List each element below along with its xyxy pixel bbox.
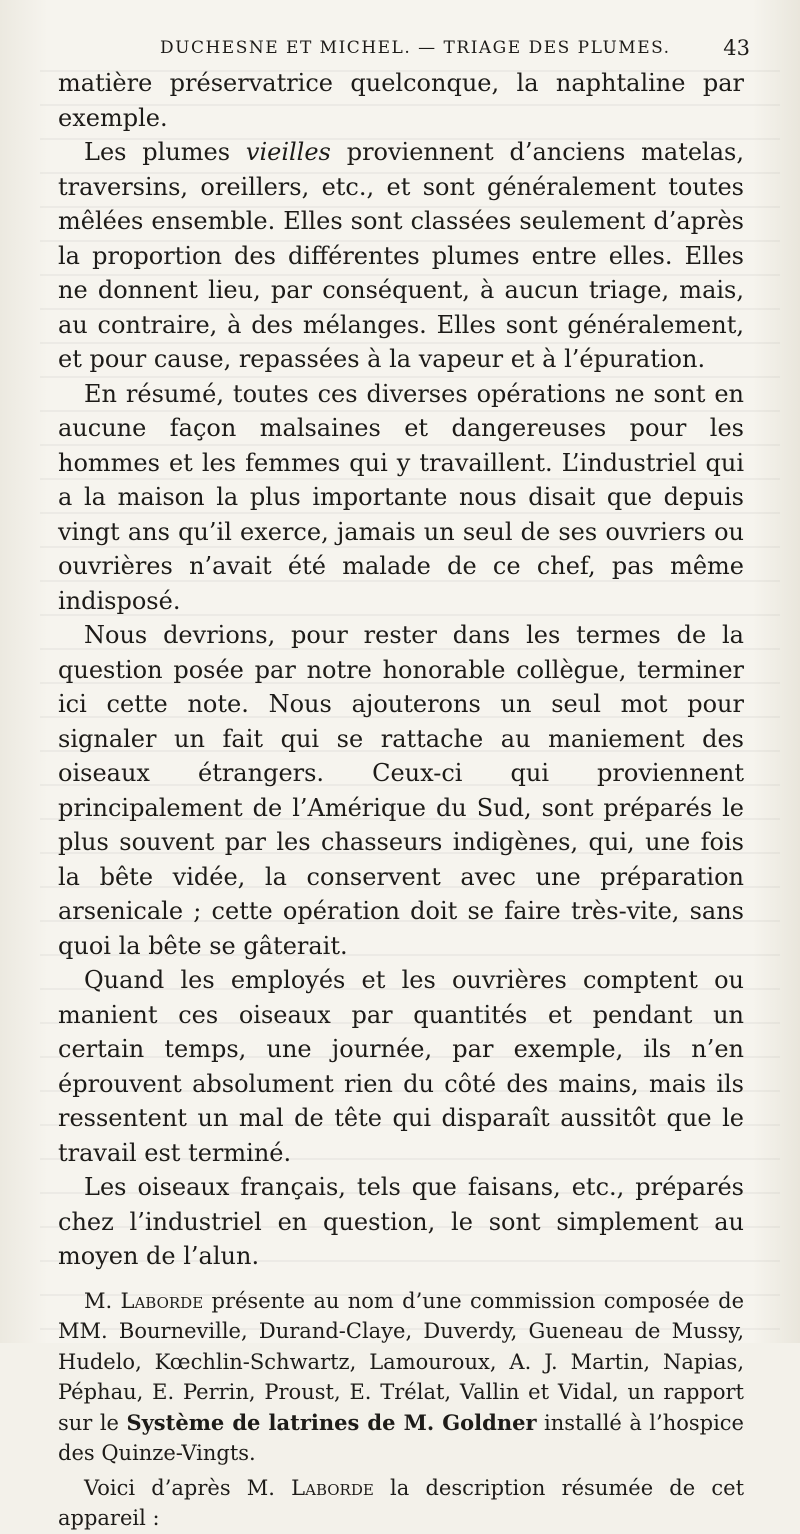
paragraph-employees: Quand les employés et les ouvrières comptent ou manient ces oiseaux par quantités et pendant un certain temps, une journée, par exemple, ils n’en éprouvent absolument rien du côté des mains, mais ils ressentent un mal de tête qui disparaît aussitôt que le travail est terminé. [58,966,744,1167]
text-run: Les plumes [84,138,246,166]
text-run: proviennent d’anciens matelas, traversins, oreillers, etc., et sont généralement toutes mêlées ensemble. Elles sont classées seulement d’après la proportion des différentes plumes entre elles. Elles ne donnent lieu, par conséquent, à aucun triage, mais, au contraire, à des mélanges. Elles sont généralement, et pour cause, repassées à la vapeur et à l’épuration. [58,138,744,373]
page-body [58,66,744,1534]
author-name: Laborde [120,1288,204,1313]
report-title: Système de latrines de M. Goldner [126,1409,537,1435]
page-number: 43 [723,36,750,60]
text-run: Voici d’après M. [84,1475,292,1500]
paragraph-continuation: matière préservatrice quelconque, la naphtaline par exemple. [58,69,744,132]
paragraph-commission-report [58,1286,744,1469]
text-run: installé à l’hospice des Quinze-Vingts. [58,1410,744,1465]
page-header [160,33,750,63]
paragraph-foreign-birds: Nous devrions, pour rester dans les termes de la question posée par notre honorable collègue, terminer ici cette note. Nous ajouterons un seul mot pour signaler un fait qui se rattache au maniement des oiseaux étrangers. Ceux-ci qui proviennent principalement de l’Amérique du Sud, sont préparés le plus souvent par les chasseurs indigènes, qui, une fois la bête vidée, la conservent avec une préparation arsenicale ; cette opération doit se faire très-vite, sans quoi la bête se gâterait. [58,621,744,960]
paragraph-french-birds: Les oiseaux français, tels que faisans, etc., préparés chez l’industriel en question, le sont simplement au moyen de l’alun. [58,1173,744,1270]
author-name: Laborde [291,1475,374,1500]
paragraph-old-feathers [58,135,744,377]
running-head: DUCHESNE ET MICHEL. — TRIAGE DES PLUMES. [160,38,671,58]
paragraph-summary: En résumé, toutes ces diverses opérations ne sont en aucune façon malsaines et dangereuses pour les hommes et les femmes qui y travaillent. L’industriel qui a la maison la plus importante nous disait que depuis vingt ans qu’il exerce, jamais un seul de ses ouvriers ou ouvrières n’avait été malade de ce chef, pas même indisposé. [58,379,744,615]
text-run: la description résumée de cet appareil : [58,1475,745,1530]
text-run: présente au nom d’une commission composée de MM. Bourneville, Durand-Claye, Duverdy, Gueneau de Mussy, Hudelo, Kœchlin-Schwartz, Lamouroux, A. J. Martin, Napias, Péphau, E. Perrin, Proust, E. Trélat, Vallin et Vidal, un rapport sur le [58,1288,744,1435]
text-run: M. [84,1288,121,1313]
paragraph-description-intro [58,1473,744,1534]
italic-term: vieilles [245,138,331,166]
